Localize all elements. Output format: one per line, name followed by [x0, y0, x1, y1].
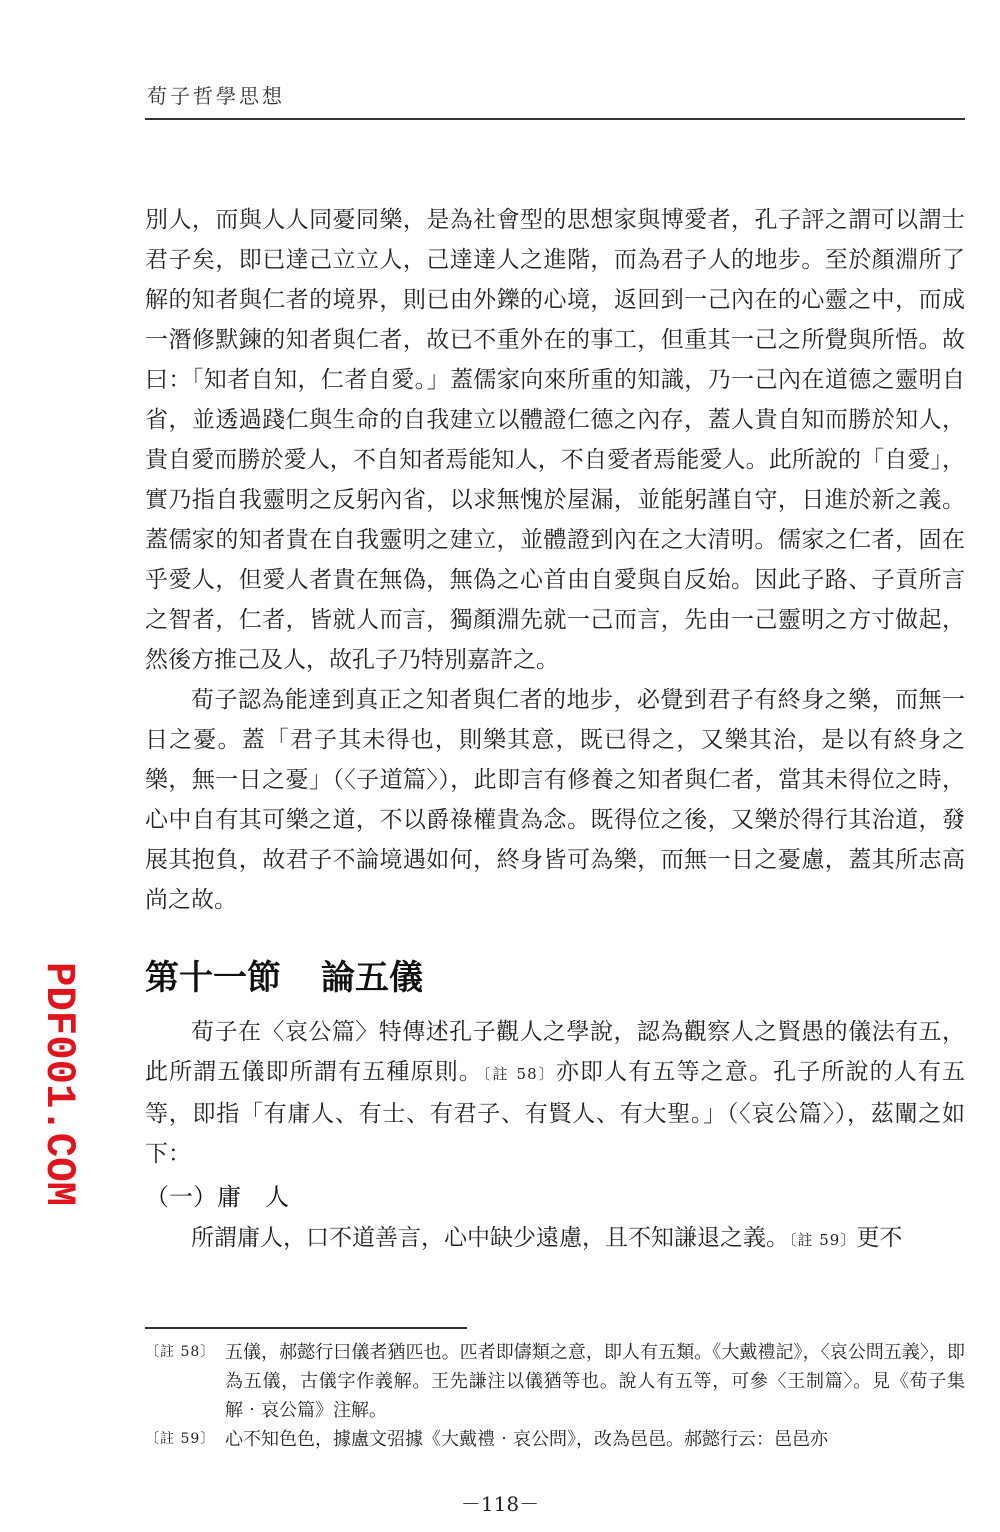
footnote-ref-59[interactable]: 〔註 59〕: [789, 1231, 857, 1249]
section-number: 第十一節: [145, 958, 281, 998]
paragraph-1: 別人，而與人人同憂同樂，是為社會型的思想家與博愛者，孔子評之謂可以謂士君子矣，即已達己立立人，己達達人之進階，而為君子人的地步。至於顏淵所了解的知者與仁者的境界，則已由外鑠的心境，返回到一己內在的心靈之中，而成一潛修默鍊的知者與仁者，故已不重外在的事工，但重其一己之所覺與所悟。故曰：「知者自知，仁者自愛。」蓋儒家向來所重的知識，乃一己內在道德之靈明自省，並透過踐仁與生命的自我建立以體證仁德之內存，蓋人貴自知而勝於知人，貴自愛而勝於愛人，不自知者焉能知人，不自愛者焉能愛人。此所說的「自愛」，實乃指自我靈明之反躬內省，以求無愧於屋漏，並能躬謹自守，日進於新之義。蓋儒家的知者貴在自我靈明之建立，並體證到內在之大清明。儒家之仁者，固在乎愛人，但愛人者貴在無偽，無偽之心首由自愛與自反始。因此子路、子貢所言之智者，仁者，皆就人而言，獨顏淵先就一己而言，先由一己靈明之方寸做起，然後方推己及人，故孔子乃特別嘉許之。: [145, 207, 965, 673]
footnote-59: [145, 1425, 965, 1454]
footnote-rule: [145, 1327, 467, 1329]
body-text: [145, 200, 965, 1260]
footnote-text: 心不知色色，據盧文弨據《大戴禮‧哀公問》，改為邑邑。郝懿行云：邑邑亦: [225, 1429, 828, 1450]
footnote-text: 五儀，郝懿行曰儀者猶匹也。匹者即儔類之意，即人有五類。《大戴禮記》，〈哀公問五義〉，即為五儀，古儀字作義解。王先謙注以儀猶等也。說人有五等，可參〈王制篇〉。見《荀子集解‧哀公篇》注解。: [225, 1342, 965, 1421]
subsection-paragraph-1b: 更不: [856, 1225, 903, 1251]
footnote-58: [145, 1338, 965, 1425]
section-paragraph-1a: 荀子在〈哀公篇〉特傳述孔子觀人之學說，認為觀察人之賢愚的儀法有五，此所謂五儀即所謂有五種原則。: [145, 1019, 965, 1085]
footnotes: [145, 1338, 965, 1454]
subsection-paragraph-1: [145, 1218, 965, 1260]
section-heading: [145, 948, 965, 1008]
footnote-ref-58[interactable]: 〔註 58〕: [482, 1065, 556, 1083]
watermark-text: PDF001.COM: [35, 962, 83, 1215]
footnote-label: 〔註 58〕: [145, 1344, 216, 1360]
section-paragraph-1: [145, 1012, 965, 1174]
running-header: 荀子哲學思想: [147, 84, 285, 108]
watermark-logo: [6, 960, 83, 1215]
section-paragraph-1b: 亦即人有五等之意。孔子所說的人有五等，即指「有庸人、有士、有君子、有賢人、有大聖。」（〈哀公篇〉），茲闡之如下：: [145, 1059, 966, 1167]
page-number: －118－: [460, 1492, 540, 1516]
footnote-label: 〔註 59〕: [145, 1431, 216, 1447]
watermark-graphic: [6, 960, 83, 1215]
subheading: （一）庸 人: [145, 1183, 289, 1211]
subsection-paragraph-1a: 所謂庸人，口不道善言，心中缺少遠慮，且不知謙退之義。: [191, 1225, 789, 1251]
header-rule: [145, 118, 965, 120]
section-title: 論五儀: [321, 958, 423, 998]
paragraph-2: 荀子認為能達到真正之知者與仁者的地步，必覺到君子有終身之樂，而無一日之憂。蓋「君子其未得也，則樂其意，既已得之，又樂其治，是以有終身之樂，無一日之憂」（〈子道篇〉），此即言有修養之知者與仁者，當其未得位之時，心中自有其可樂之道，不以爵祿權貴為念。既得位之後，又樂於得行其治道，發展其抱負，故君子不論境遇如何，終身皆可為樂，而無一日之憂慮，蓋其所志高尚之故。: [145, 687, 965, 913]
